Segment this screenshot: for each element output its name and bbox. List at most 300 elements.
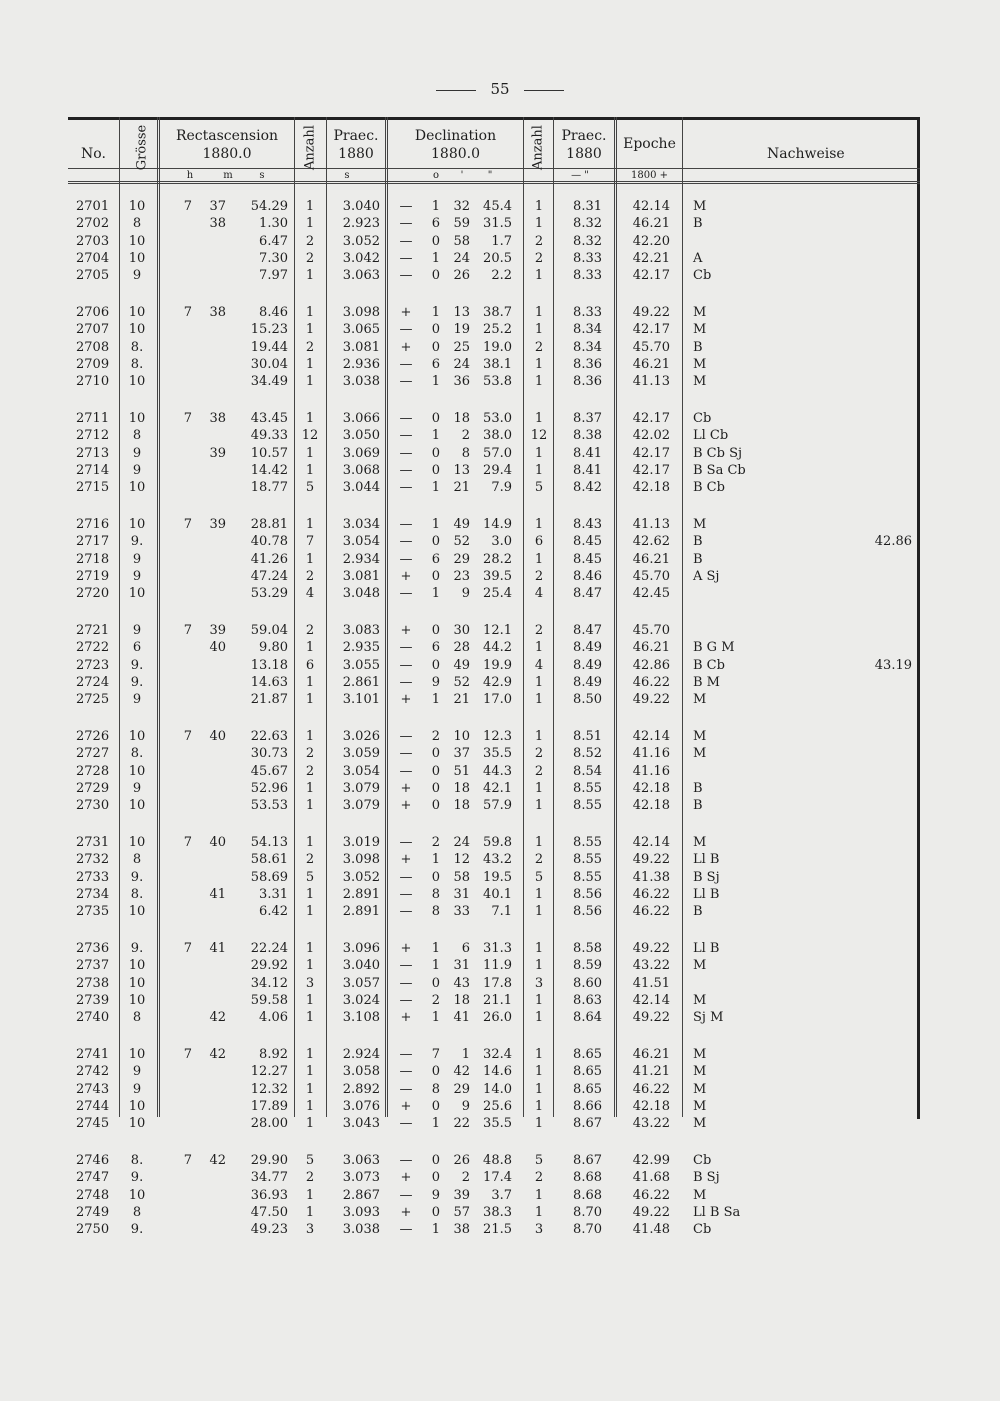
cell-praec: 2.861 — [342, 674, 380, 690]
cell-dec-deg: 1 — [431, 586, 440, 602]
cell-anzahl: 7 — [305, 534, 315, 550]
cell-praec2: 8.64 — [573, 1010, 602, 1026]
cell-no: 2726 — [76, 729, 110, 744]
cell-nachweise: M — [693, 958, 707, 974]
cell-dec-min: 18 — [453, 780, 470, 796]
cell-anzahl: 3 — [305, 1222, 315, 1238]
cell-praec: 2.923 — [342, 216, 380, 232]
cell-dec-min: 41 — [453, 1010, 470, 1026]
cell-ra-s: 45.67 — [250, 763, 288, 779]
cell-no: 2708 — [76, 339, 110, 355]
cell-ra-s: 15.23 — [250, 322, 288, 338]
cell-dec-sec: 42.1 — [483, 780, 512, 796]
cell-no: 2733 — [76, 869, 110, 885]
header-ra-s: s — [259, 170, 265, 181]
cell-dec-sign: — — [399, 674, 413, 690]
cell-groesse: 9. — [130, 869, 144, 885]
header-ra-m: m — [223, 170, 233, 181]
table-row — [0, 373, 1000, 390]
cell-dec-deg: 9 — [431, 1187, 440, 1203]
cell-groesse: 9 — [132, 568, 142, 584]
cell-anzahl: 2 — [305, 623, 315, 638]
cell-dec-sign: — — [399, 551, 413, 567]
cell-praec: 3.079 — [342, 798, 380, 814]
cell-dec-min: 10 — [453, 729, 470, 744]
cell-dec-sec: 35.5 — [483, 1116, 512, 1132]
header-dec-epoch: 1880.0 — [431, 146, 480, 162]
cell-nachweise: B M — [693, 674, 720, 690]
cell-nachweise: B — [693, 339, 703, 355]
cell-dec-deg: 2 — [431, 992, 440, 1008]
cell-praec: 3.054 — [342, 534, 380, 550]
cell-dec-min: 59 — [453, 216, 470, 232]
cell-nachweise: M — [693, 1047, 707, 1062]
table-row — [0, 851, 1000, 868]
cell-dec-sec: 35.5 — [483, 746, 512, 762]
cell-nachweise: Ll B — [693, 852, 720, 868]
cell-dec-min: 52 — [453, 674, 470, 690]
cell-ra-s: 58.69 — [250, 869, 288, 885]
cell-praec: 2.892 — [342, 1081, 380, 1097]
cell-dec-sign: — — [399, 480, 413, 496]
cell-epoche: 49.22 — [632, 1010, 670, 1026]
cell-praec2: 8.60 — [573, 975, 602, 991]
cell-dec-sec: 32.4 — [483, 1047, 512, 1062]
cell-ra-s: 12.27 — [250, 1064, 288, 1080]
cell-dec-min: 58 — [453, 869, 470, 885]
cell-dec-min: 31 — [453, 958, 470, 974]
cell-dec-sec: 21.5 — [483, 1222, 512, 1238]
cell-anzahl: 1 — [305, 674, 315, 690]
cell-groesse: 8 — [132, 1204, 142, 1220]
header-groesse: Grösse — [134, 124, 150, 171]
cell-dec-sec: 45.4 — [483, 199, 512, 214]
table-row — [0, 427, 1000, 444]
cell-anzahl2: 2 — [534, 763, 544, 779]
header-praec2-unit: — " — [571, 170, 589, 181]
cell-ra-s: 8.92 — [259, 1047, 288, 1062]
cell-praec: 3.054 — [342, 763, 380, 779]
cell-ra-s: 3.31 — [259, 886, 288, 902]
table-row — [0, 869, 1000, 886]
cell-nachweise: M — [693, 1064, 707, 1080]
table-row — [0, 745, 1000, 762]
cell-dec-sec: 17.4 — [483, 1170, 512, 1186]
cell-groesse: 10 — [128, 322, 146, 338]
cell-groesse: 10 — [128, 1187, 146, 1203]
cell-dec-sec: 38.3 — [483, 1204, 512, 1220]
table-row — [0, 198, 1000, 215]
cell-epoche: 45.70 — [632, 623, 670, 638]
cell-dec-sec: 48.8 — [483, 1153, 512, 1168]
header-epoche-unit: 1800 + — [630, 170, 668, 181]
table-row — [0, 1221, 1000, 1238]
cell-ra-h: 7 — [183, 517, 192, 532]
table-row — [0, 551, 1000, 568]
cell-dec-sign: — — [399, 445, 413, 461]
cell-ra-h: 7 — [183, 729, 192, 744]
cell-ra-s: 6.42 — [259, 904, 288, 920]
cell-dec-min: 26 — [453, 268, 470, 284]
cell-praec: 3.063 — [342, 268, 380, 284]
cell-praec2: 8.34 — [573, 322, 602, 338]
cell-ra-s: 29.92 — [250, 958, 288, 974]
cell-epoche: 42.18 — [632, 798, 670, 814]
cell-ra-m: 41 — [209, 886, 226, 902]
cell-dec-sec: 17.0 — [483, 692, 512, 708]
cell-praec: 2.867 — [342, 1187, 380, 1203]
cell-praec2: 8.46 — [573, 568, 602, 584]
cell-nachweise: B Cb — [693, 480, 725, 496]
cell-anzahl2: 1 — [534, 216, 544, 232]
cell-ra-s: 34.49 — [250, 374, 288, 390]
cell-praec: 3.065 — [342, 322, 380, 338]
cell-dec-sign: — — [399, 992, 413, 1008]
cell-dec-sign: — — [399, 374, 413, 390]
cell-dec-min: 42 — [453, 1064, 470, 1080]
cell-epoche: 45.70 — [632, 339, 670, 355]
cell-anzahl: 4 — [305, 586, 315, 602]
cell-epoche: 41.38 — [632, 869, 670, 885]
cell-dec-min: 51 — [453, 763, 470, 779]
cell-anzahl2: 5 — [534, 869, 544, 885]
cell-anzahl: 1 — [305, 729, 315, 744]
cell-dec-sign: — — [399, 763, 413, 779]
cell-nachweise: Ll B Sa — [693, 1204, 741, 1220]
cell-ra-h: 7 — [183, 1047, 192, 1062]
cell-epoche: 46.22 — [632, 674, 670, 690]
cell-ra-h: 7 — [183, 305, 192, 320]
cell-epoche: 46.21 — [632, 640, 670, 656]
cell-epoche: 41.68 — [632, 1170, 670, 1186]
cell-nachweise: B Cb — [693, 657, 725, 673]
cell-anzahl2: 5 — [534, 480, 544, 496]
cell-dec-sec: 2.2 — [491, 268, 512, 284]
cell-praec: 3.093 — [342, 1204, 380, 1220]
cell-dec-sign: — — [399, 356, 413, 372]
table-row — [0, 267, 1000, 284]
cell-ra-s: 14.42 — [250, 462, 288, 478]
cell-nachweise: B — [693, 216, 703, 232]
cell-ra-s: 54.29 — [250, 199, 288, 214]
cell-anzahl: 1 — [305, 692, 315, 708]
cell-dec-deg: 0 — [431, 1153, 440, 1168]
cell-dec-sign: — — [399, 1187, 413, 1203]
cell-nachweise: B Sj — [693, 1170, 720, 1186]
cell-praec: 2.935 — [342, 640, 380, 656]
cell-ra-s: 53.29 — [250, 586, 288, 602]
cell-no: 2748 — [76, 1187, 110, 1203]
cell-nachweise: Sj M — [693, 1010, 724, 1026]
cell-anzahl: 3 — [305, 975, 315, 991]
table-row — [0, 622, 1000, 639]
cell-ra-s: 47.24 — [250, 568, 288, 584]
cell-dec-deg: 0 — [431, 268, 440, 284]
cell-epoche: 42.18 — [632, 780, 670, 796]
cell-ra-m: 38 — [209, 411, 226, 426]
cell-no: 2743 — [76, 1081, 110, 1097]
cell-dec-min: 25 — [453, 339, 470, 355]
cell-anzahl2: 3 — [534, 1222, 544, 1238]
cell-dec-deg: 8 — [431, 886, 440, 902]
cell-dec-deg: 0 — [431, 1204, 440, 1220]
cell-dec-sec: 14.9 — [483, 517, 512, 532]
cell-anzahl: 1 — [305, 1204, 315, 1220]
cell-groesse: 10 — [128, 904, 146, 920]
cell-dec-deg: 1 — [431, 692, 440, 708]
table-row — [0, 1081, 1000, 1098]
cell-dec-deg: 0 — [431, 462, 440, 478]
cell-no: 2750 — [76, 1222, 110, 1238]
cell-groesse: 8. — [130, 339, 144, 355]
table-row — [0, 533, 1000, 550]
cell-dec-deg: 1 — [431, 1116, 440, 1132]
table-row — [0, 233, 1000, 250]
cell-epoche: 46.21 — [632, 356, 670, 372]
cell-ra-s: 49.23 — [250, 1222, 288, 1238]
cell-anzahl2: 1 — [534, 1081, 544, 1097]
cell-praec2: 8.55 — [573, 798, 602, 814]
table-row — [0, 975, 1000, 992]
cell-dec-sign: + — [400, 852, 412, 868]
cell-no: 2742 — [76, 1064, 110, 1080]
cell-groesse: 10 — [128, 975, 146, 991]
cell-dec-min: 21 — [453, 480, 470, 496]
table-row — [0, 639, 1000, 656]
cell-dec-deg: 0 — [431, 975, 440, 991]
cell-no: 2722 — [76, 640, 110, 656]
cell-no: 2718 — [76, 551, 110, 567]
cell-dec-deg: 1 — [431, 1222, 440, 1238]
cell-dec-sec: 29.4 — [483, 462, 512, 478]
cell-praec2: 8.41 — [573, 445, 602, 461]
cell-anzahl2: 1 — [534, 322, 544, 338]
cell-groesse: 10 — [128, 233, 146, 249]
cell-dec-min: 2 — [461, 428, 470, 444]
cell-dec-deg: 6 — [431, 640, 440, 656]
cell-groesse: 8 — [132, 1010, 142, 1026]
cell-dec-deg: 1 — [431, 1010, 440, 1026]
cell-praec2: 8.52 — [573, 746, 602, 762]
cell-no: 2730 — [76, 798, 110, 814]
table-row — [0, 215, 1000, 232]
cell-praec2: 8.70 — [573, 1222, 602, 1238]
cell-anzahl2: 2 — [534, 339, 544, 355]
cell-dec-deg: 1 — [431, 428, 440, 444]
cell-epoche: 46.22 — [632, 886, 670, 902]
cell-dec-sec: 59.8 — [483, 835, 512, 850]
cell-dec-min: 19 — [453, 322, 470, 338]
cell-groesse: 10 — [128, 480, 146, 496]
cell-praec: 3.068 — [342, 462, 380, 478]
cell-praec2: 8.32 — [573, 233, 602, 249]
cell-praec: 3.101 — [342, 692, 380, 708]
cell-nachweise: M — [693, 1187, 707, 1203]
cell-praec2: 8.36 — [573, 374, 602, 390]
cell-dec-sign: + — [400, 798, 412, 814]
cell-ra-m: 42 — [209, 1010, 226, 1026]
cell-dec-sign: + — [400, 623, 412, 638]
cell-dec-min: 24 — [453, 250, 470, 266]
cell-dec-sign: + — [400, 692, 412, 708]
cell-dec-min: 33 — [453, 904, 470, 920]
cell-anzahl2: 4 — [534, 586, 544, 602]
cell-no: 2704 — [76, 250, 110, 266]
cell-no: 2724 — [76, 674, 110, 690]
cell-ra-s: 53.53 — [250, 798, 288, 814]
cell-ra-s: 28.81 — [250, 517, 288, 532]
table-row — [0, 763, 1000, 780]
cell-dec-sec: 57.9 — [483, 798, 512, 814]
cell-groesse: 10 — [128, 374, 146, 390]
cell-anzahl: 2 — [305, 339, 315, 355]
cell-groesse: 9. — [130, 941, 144, 956]
cell-anzahl2: 1 — [534, 886, 544, 902]
cell-anzahl: 1 — [305, 886, 315, 902]
cell-anzahl: 2 — [305, 763, 315, 779]
cell-praec: 3.098 — [342, 305, 380, 320]
cell-praec: 3.038 — [342, 374, 380, 390]
cell-dec-sign: + — [400, 568, 412, 584]
cell-nachweise: M — [693, 1116, 707, 1132]
cell-dec-deg: 1 — [431, 480, 440, 496]
cell-ra-s: 30.04 — [250, 356, 288, 372]
cell-dec-deg: 1 — [431, 250, 440, 266]
cell-dec-sec: 19.5 — [483, 869, 512, 885]
cell-ra-s: 7.30 — [259, 250, 288, 266]
cell-dec-sec: 31.5 — [483, 216, 512, 232]
cell-epoche: 42.17 — [632, 462, 670, 478]
cell-dec-sign: — — [399, 233, 413, 249]
cell-ra-h: 7 — [183, 411, 192, 426]
cell-dec-sec: 53.0 — [483, 411, 512, 426]
cell-dec-min: 29 — [453, 1081, 470, 1097]
table-row — [0, 1169, 1000, 1186]
cell-anzahl2: 1 — [534, 517, 544, 532]
cell-epoche: 49.22 — [632, 941, 670, 956]
cell-groesse: 10 — [128, 798, 146, 814]
cell-anzahl: 1 — [305, 322, 315, 338]
cell-dec-deg: 0 — [431, 534, 440, 550]
cell-ra-s: 30.73 — [250, 746, 288, 762]
cell-dec-sec: 43.2 — [483, 852, 512, 868]
cell-dec-min: 28 — [453, 640, 470, 656]
cell-no: 2729 — [76, 780, 110, 796]
table-row — [0, 462, 1000, 479]
cell-dec-sec: 17.8 — [483, 975, 512, 991]
cell-no: 2715 — [76, 480, 110, 496]
header-praec-year: 1880 — [338, 146, 374, 162]
cell-dec-sec: 57.0 — [483, 445, 512, 461]
header-dec-title: Declination — [414, 128, 497, 144]
cell-praec: 3.076 — [342, 1098, 380, 1114]
cell-dec-sign: — — [399, 1116, 413, 1132]
cell-praec: 3.038 — [342, 1222, 380, 1238]
cell-groesse: 10 — [128, 411, 146, 426]
cell-epoche: 46.22 — [632, 904, 670, 920]
header-epoche: Epoche — [623, 136, 676, 152]
cell-dec-deg: 1 — [431, 374, 440, 390]
table-row — [0, 674, 1000, 691]
cell-anzahl: 1 — [305, 1064, 315, 1080]
cell-anzahl: 1 — [305, 1081, 315, 1097]
cell-no: 2701 — [76, 199, 110, 214]
header-praec-title: Praec. — [333, 128, 379, 144]
cell-note: 43.19 — [874, 657, 912, 673]
cell-dec-sec: 19.9 — [483, 657, 512, 673]
table-row — [0, 780, 1000, 797]
cell-anzahl: 2 — [305, 1170, 315, 1186]
cell-dec-sign: + — [400, 1010, 412, 1026]
cell-epoche: 42.17 — [632, 322, 670, 338]
cell-dec-sign: — — [399, 534, 413, 550]
cell-groesse: 9. — [130, 1170, 144, 1186]
cell-groesse: 10 — [128, 958, 146, 974]
cell-no: 2717 — [76, 534, 110, 550]
cell-groesse: 10 — [128, 835, 146, 850]
cell-groesse: 9. — [130, 534, 144, 550]
cell-dec-min: 26 — [453, 1153, 470, 1168]
cell-anzahl: 1 — [305, 356, 315, 372]
cell-no: 2731 — [76, 835, 110, 850]
cell-anzahl: 1 — [305, 958, 315, 974]
cell-dec-min: 37 — [453, 746, 470, 762]
cell-dec-sec: 14.6 — [483, 1064, 512, 1080]
table-row — [0, 410, 1000, 427]
cell-ra-m: 39 — [209, 517, 226, 532]
cell-dec-sign: — — [399, 1064, 413, 1080]
cell-dec-min: 32 — [453, 199, 470, 214]
table-row — [0, 728, 1000, 745]
cell-dec-deg: 1 — [431, 941, 440, 956]
cell-groesse: 10 — [128, 763, 146, 779]
cell-ra-s: 22.63 — [250, 729, 288, 744]
cell-epoche: 42.14 — [632, 729, 670, 744]
cell-dec-deg: 1 — [431, 852, 440, 868]
cell-dec-deg: 2 — [431, 835, 440, 850]
table-row — [0, 356, 1000, 373]
cell-nachweise: M — [693, 356, 707, 372]
cell-praec2: 8.49 — [573, 657, 602, 673]
cell-anzahl: 2 — [305, 746, 315, 762]
cell-no: 2723 — [76, 657, 110, 673]
cell-praec2: 8.56 — [573, 886, 602, 902]
cell-anzahl: 1 — [305, 835, 315, 850]
cell-nachweise: B — [693, 551, 703, 567]
cell-dec-min: 2 — [461, 1170, 470, 1186]
cell-dec-sign: — — [399, 586, 413, 602]
cell-anzahl: 5 — [305, 1153, 315, 1168]
cell-dec-min: 29 — [453, 551, 470, 567]
cell-praec: 3.058 — [342, 1064, 380, 1080]
cell-dec-sign: + — [400, 305, 412, 320]
cell-no: 2721 — [76, 623, 110, 638]
cell-dec-sec: 11.9 — [483, 958, 512, 974]
cell-anzahl: 1 — [305, 904, 315, 920]
cell-groesse: 10 — [128, 1047, 146, 1062]
cell-anzahl2: 1 — [534, 1204, 544, 1220]
cell-praec2: 8.56 — [573, 904, 602, 920]
cell-no: 2711 — [76, 411, 110, 426]
header-praec2-year: 1880 — [566, 146, 602, 162]
cell-ra-m: 42 — [209, 1047, 226, 1062]
cell-dec-deg: 1 — [431, 305, 440, 320]
cell-nachweise: B Cb Sj — [693, 445, 743, 461]
cell-dec-deg: 0 — [431, 1170, 440, 1186]
header-dec-min: ' — [460, 170, 464, 181]
cell-ra-s: 14.63 — [250, 674, 288, 690]
table-row — [0, 568, 1000, 585]
